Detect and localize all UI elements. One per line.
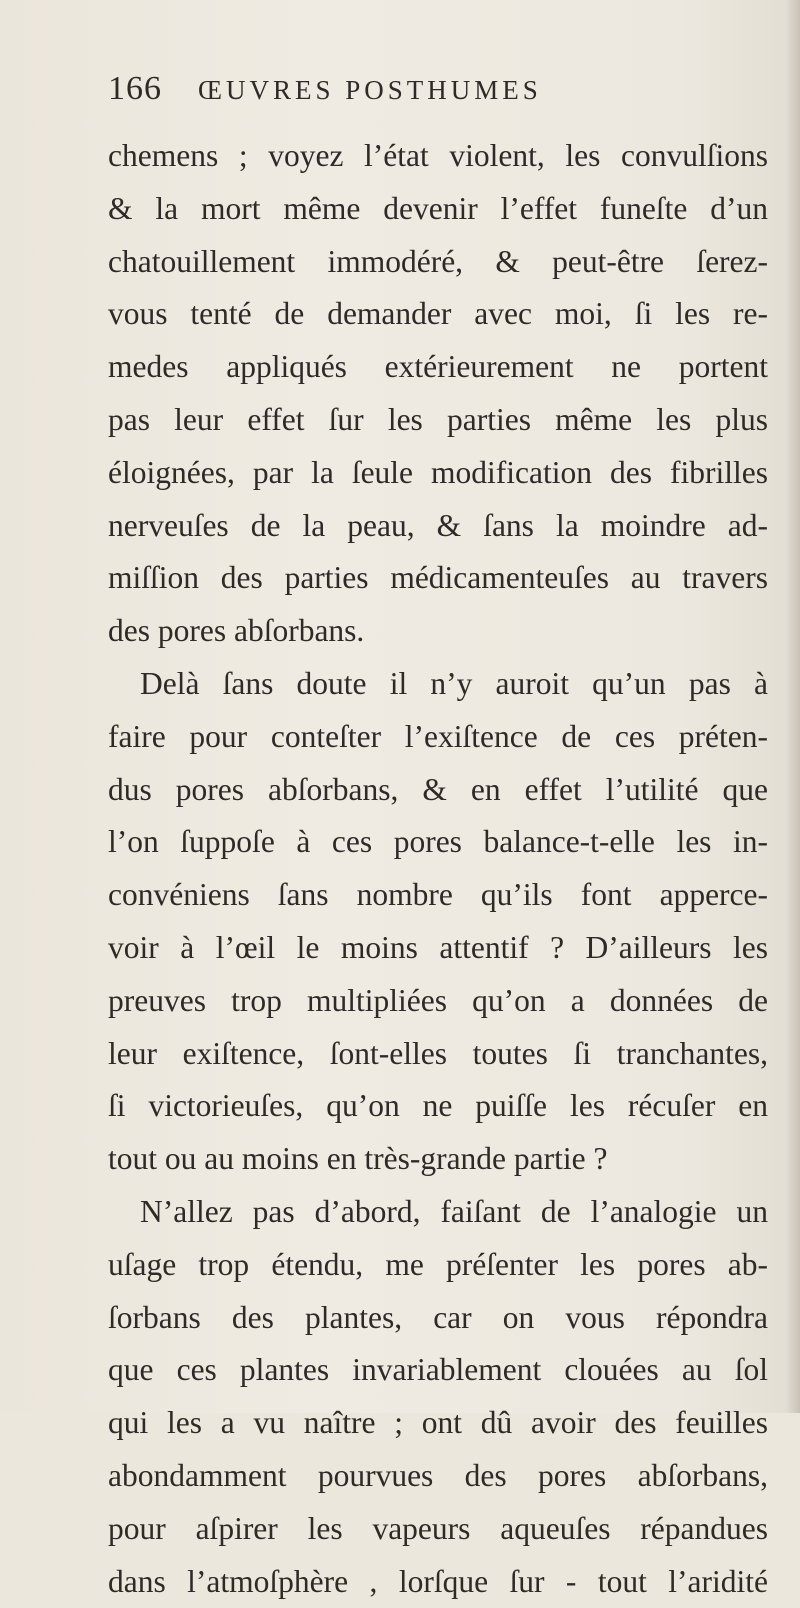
text-line: chemens ; voyez l’état violent, les convulſions	[108, 138, 768, 173]
page-number: 166	[108, 70, 162, 107]
text-line: vous tenté de demander avec moi, ſi les re-	[108, 296, 768, 332]
text-line: uſage trop étendu, me préſenter les pores ab-	[108, 1246, 768, 1282]
text-line: pas leur effet ſur les parties même les plus	[108, 401, 768, 437]
text-line: faire pour conteſter l’exiſtence de ces préten-	[108, 718, 768, 754]
paragraph-first-line: N’allez pas d’abord, faiſant de l’analogie un	[140, 1193, 768, 1229]
text-line: que ces plantes invariablement clouées au ſol	[108, 1352, 768, 1388]
text-line: medes appliqués extérieurement ne portent	[108, 349, 768, 385]
paragraph-last-line: tout ou au moins en très-grande partie ?	[108, 1141, 608, 1177]
text-line: dus pores abſorbans, & en effet l’utilité que	[108, 771, 768, 807]
text-line: convéniens ſans nombre qu’ils font apperce-	[108, 877, 768, 913]
text-line: nerveuſes de la peau, & ſans la moindre ad-	[108, 507, 768, 543]
text-line: pour aſpirer les vapeurs aqueuſes répandues	[108, 1510, 768, 1546]
text-line: ſi victorieuſes, qu’on ne puiſſe les récuſer en	[108, 1088, 768, 1124]
running-head	[108, 70, 708, 120]
text-line: leur exiſtence, ſont-elles toutes ſi tranchantes,	[108, 1035, 768, 1071]
paragraph-last-line: des pores abſorbans.	[108, 613, 365, 649]
text-line: ſorbans des plantes, car on vous répondra	[108, 1299, 768, 1335]
text-line: miſſion des parties médicamenteuſes au travers	[108, 560, 768, 596]
text-line: dans l’atmoſphère , lorſque ſur - tout l’aridité	[108, 1563, 768, 1599]
text-line: éloignées, par la ſeule modification des fibrilles	[108, 454, 768, 490]
text-line: & la mort même devenir l’effet funeſte d’un	[108, 190, 768, 226]
body-text	[108, 130, 768, 1608]
running-head-title: ŒUVRES POSTHUMES	[198, 75, 542, 105]
text-line: qui les a vu naître ; ont dû avoir des feuilles	[108, 1405, 768, 1441]
text-line: chatouillement immodéré, & peut-être ſerez-	[108, 243, 768, 279]
paragraph-first-line: Delà ſans doute il n’y auroit qu’un pas à	[140, 665, 768, 701]
page-edge-shadow	[786, 0, 800, 1413]
text-line: abondamment pourvues des pores abſorbans,	[108, 1457, 768, 1493]
text-line: l’on ſuppoſe à ces pores balance-t-elle les in-	[108, 824, 768, 860]
text-line: voir à l’œil le moins attentif ? D’ailleurs les	[108, 929, 768, 965]
text-line: preuves trop multipliées qu’on a données de	[108, 982, 768, 1018]
